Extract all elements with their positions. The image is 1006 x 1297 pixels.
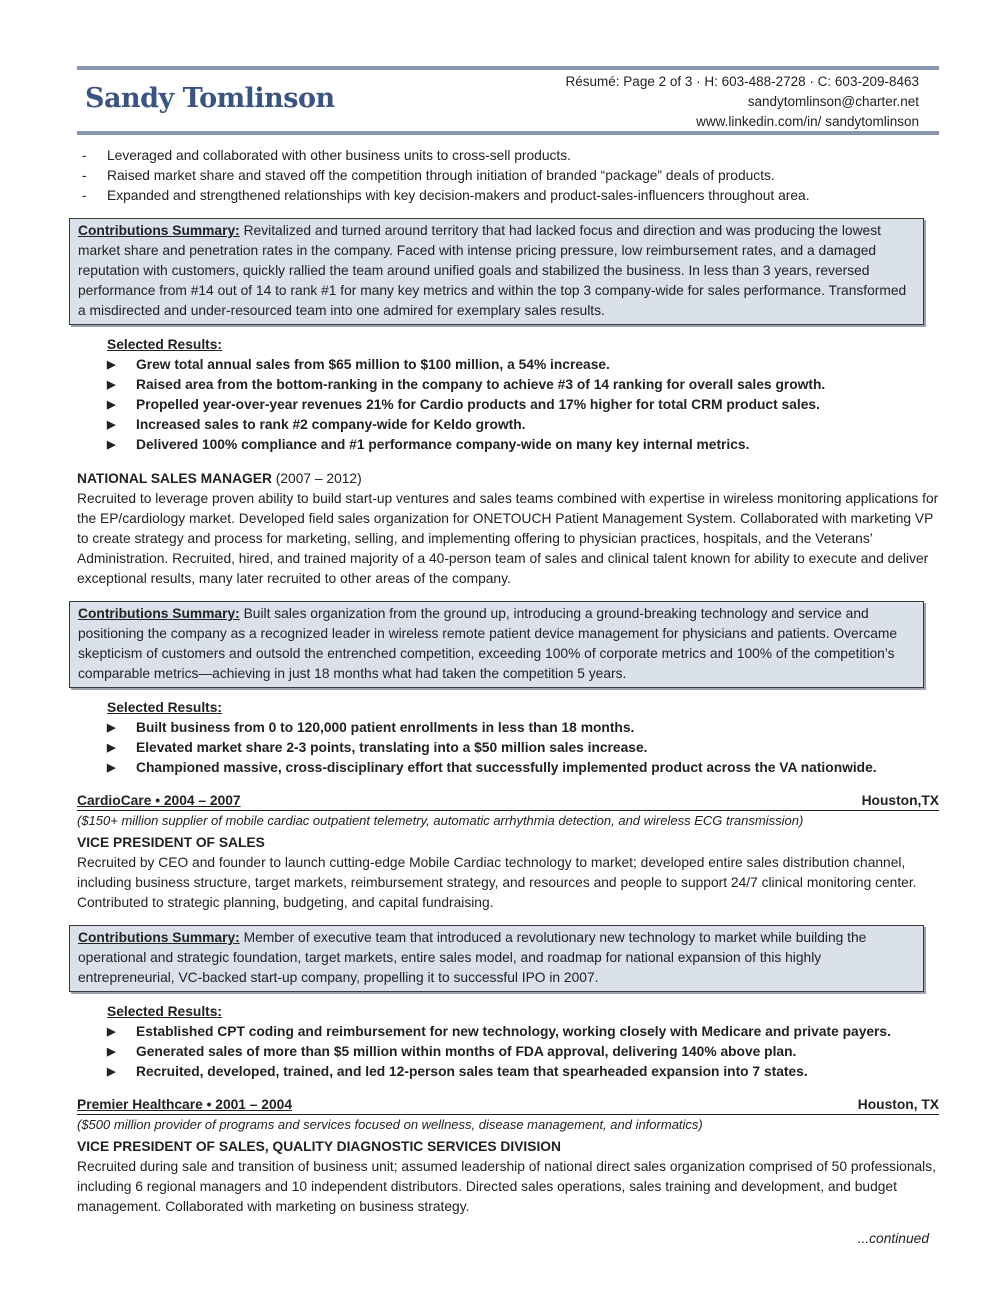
role-title: VICE PRESIDENT OF SALES [77,835,265,850]
summary-text: Member of executive team that introduced a revolutionary new technology to market while building the operational and strategic foundation, target markets, entire sales model, and roadmap for national expansion of this highly entrepreneurial, VC-backed start-up company, propelling it to successful IPO in 2007. [78,930,867,985]
intro-bullet: - Raised market share and staved off the competition through initiation of branded “package” deals of products. [77,166,939,186]
intro-bullet: - Leveraged and collaborated with other business units to cross-sell products. [77,146,939,166]
arrow-bullet-icon: ▶ [107,359,116,371]
summary-label: Contributions Summary: [78,606,240,621]
arrow-bullet-icon: ▶ [107,762,116,774]
contributions-summary-box [69,925,924,992]
company-line [77,1096,939,1115]
role-description: Recruited during sale and transition of business unit; assumed leadership of national direct sales organization comprised of 50 professionals, including 6 regional managers and 10 independent distributors. Directed sales operations, sales training and development, and budget management. Collaborated with marketing on business strategy. [77,1159,936,1214]
result-item: ▶ Generated sales of more than $5 million within months of FDA approval, delivering 140% above plan. [107,1042,939,1062]
dash-icon: - [82,148,87,163]
selected-results [77,698,939,778]
selected-results [77,335,939,455]
result-item: ▶ Raised area from the bottom-ranking in the company to achieve #3 of 14 ranking for overall sales growth. [107,375,939,395]
company-descriptor: ($500 million provider of programs and services focused on wellness, disease management, and informatics) [77,1117,703,1132]
continued-note: ...continued [857,1231,929,1246]
arrow-bullet-icon: ▶ [107,722,116,734]
arrow-bullet-icon: ▶ [107,379,116,391]
page-and-phone-line: Résumé: Page 2 of 3 · H: 603-488-2728 · C: 603-209-8463 [565,74,919,89]
arrow-bullet-icon: ▶ [107,1046,116,1058]
role-description: Recruited by CEO and founder to launch cutting-edge Mobile Cardiac technology to market; developed entire sales distribution channel, including business structure, target markets, reimbursement strategy, and resources and people to support 24/7 clinical monitoring center. Contributed to strategic planning, budgeting, and capital fundraising. [77,855,917,910]
company-location: Houston,TX [861,793,939,808]
summary-text: Revitalized and turned around territory that had lacked focus and direction and was producing the lowest market share and penetration rates in the company. Faced with intense pricing pressure, low reimbursement rates, and a damaged reputation with customers, quickly rallied the team around unified goals and stabilized the business. In less than 3 years, reversed performance from #14 out of 14 to rank #1 for many key metrics and within the top 3 company-wide for sales performance. Transformed a misdirected and under-resourced team into one admired for exemplary sales results. [78,223,907,318]
company-name: Premier Healthcare • 2001 – 2004 [77,1097,292,1112]
contributions-summary-box [69,601,924,688]
results-label: Selected Results: [107,1004,223,1019]
intro-bullet-list [77,146,939,206]
role-description: Recruited to leverage proven ability to build start-up ventures and sales teams combined with expertise in wireless monitoring applications for the EP/cardiology market. Developed field sales organization for ONETOUCH Patient Management System. Collaborated with marketing VP to create strategy and process for marketing, selling, and implementing offering to physician practices, hospitals, and the Veterans’ Administration. Recruited, hired, and trained majority of a 40-person team of sales and clinical talent known for ability to execute and deliver exceptional results, many later recruited to other areas of the company. [77,491,939,586]
contributions-summary-box [69,218,924,325]
role-years: (2007 – 2012) [271,471,362,486]
role-title: NATIONAL SALES MANAGER (2007 – 2012) [77,471,362,486]
result-item: ▶ Increased sales to rank #2 company-wide for Keldo growth. [107,415,939,435]
linkedin-link[interactable]: www.linkedin.com/in/ sandytomlinson [696,114,919,129]
contact-block [566,72,919,132]
results-label: Selected Results: [107,337,223,352]
dash-icon: - [82,168,87,183]
results-list [107,1022,939,1082]
resume-body [77,146,939,1249]
email-link[interactable]: sandytomlinson@charter.net [747,94,919,109]
result-item: ▶ Established CPT coding and reimbursement for new technology, working closely with Medicare and private payers. [107,1022,939,1042]
arrow-bullet-icon: ▶ [107,742,116,754]
result-item: ▶ Elevated market share 2-3 points, translating into a $50 million sales increase. [107,738,939,758]
header-top-rule [77,66,939,70]
arrow-bullet-icon: ▶ [107,1066,116,1078]
company-name: CardioCare • 2004 – 2007 [77,793,241,808]
result-item: ▶ Grew total annual sales from $65 million to $100 million, a 54% increase. [107,355,939,375]
results-label: Selected Results: [107,700,223,715]
result-item: ▶ Delivered 100% compliance and #1 performance company-wide on many key internal metrics. [107,435,939,455]
result-item: ▶ Built business from 0 to 120,000 patient enrollments in less than 18 months. [107,718,939,738]
summary-label: Contributions Summary: [78,223,240,238]
results-list [107,718,939,778]
selected-results [77,1002,939,1082]
company-line [77,792,939,811]
role-title: VICE PRESIDENT OF SALES, QUALITY DIAGNOSTIC SERVICES DIVISION [77,1139,561,1154]
arrow-bullet-icon: ▶ [107,1026,116,1038]
candidate-name: Sandy Tomlinson [85,83,335,114]
intro-bullet: - Expanded and strengthened relationships with key decision-makers and product-sales-influencers throughout area. [77,186,939,206]
summary-text: Built sales organization from the ground up, introducing a ground-breaking technology and service and positioning the company as a recognized leader in wireless remote patient device management for physicians and patients. Overcame skepticism of customers and outsold the entrenched competition, exceeding 100% of corporate metrics and 100% of the competition’s comparable metrics—achieving in just 18 months what had taken the competition 5 years. [78,606,898,681]
header-bottom-rule [77,131,939,135]
arrow-bullet-icon: ▶ [107,419,116,431]
company-location: Houston, TX [857,1097,939,1112]
summary-label: Contributions Summary: [78,930,240,945]
company-descriptor: ($150+ million supplier of mobile cardiac outpatient telemetry, automatic arrhythmia detection, and wireless ECG transmission) [77,813,804,828]
result-item: ▶ Recruited, developed, trained, and led 12-person sales team that spearheaded expansion into 7 states. [107,1062,939,1082]
result-item: ▶ Propelled year-over-year revenues 21% for Cardio products and 17% higher for total CRM product sales. [107,395,939,415]
dash-icon: - [82,188,87,203]
result-item: ▶ Championed massive, cross-disciplinary effort that successfully implemented product across the VA nationwide. [107,758,939,778]
arrow-bullet-icon: ▶ [107,399,116,411]
results-list [107,355,939,455]
arrow-bullet-icon: ▶ [107,439,116,451]
